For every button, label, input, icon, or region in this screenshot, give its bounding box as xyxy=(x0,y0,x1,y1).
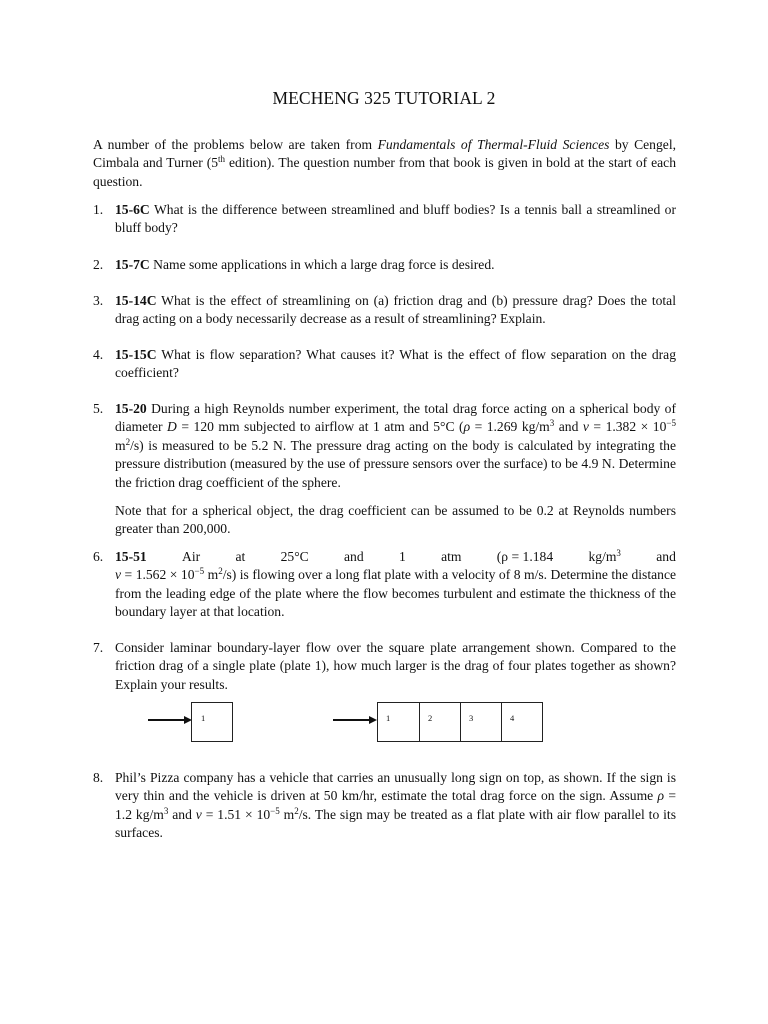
intro-text: A number of the problems below are taken from xyxy=(93,137,378,152)
superscript: −5 xyxy=(270,805,280,816)
superscript: 2 xyxy=(125,436,131,447)
question-number: 2. xyxy=(93,257,104,272)
question-text: = 1.51 × 10 xyxy=(201,806,271,822)
question-text: /s) is flowing over a long flat plate with a velocity of 8 m/s. Determine the distance from the leading edge of the plate where the flow becomes turbulent and estimate the thickness of the boundary layer at that location. xyxy=(115,567,677,620)
question-7 xyxy=(93,639,676,694)
superscript: −5 xyxy=(194,566,205,577)
question-text: = 1.269 kg/m xyxy=(470,419,550,435)
question-number: 8. xyxy=(93,770,104,785)
question-text: /s) is measured to be 5.2 N. The pressure drag acting on the body is calculated by integrating the pressure distribution (measured by the use of pressure sensors over the surface) to be 4.9 N. Determine the friction drag coefficient of the sphere. xyxy=(115,437,676,490)
plate-divider xyxy=(501,703,502,741)
question-word: Air xyxy=(182,549,201,564)
superscript: −5 xyxy=(666,418,676,429)
question-text: During a high Reynolds number experiment, the total drag force acting on a spherical body of diameter xyxy=(115,401,676,435)
question-8 xyxy=(93,769,676,843)
superscript: 3 xyxy=(616,548,621,558)
question-number: 1. xyxy=(93,202,104,217)
plate-arrangement-figure xyxy=(140,698,560,746)
question-5-note: Note that for a spherical object, the drag coefficient can be assumed to be 0.2 at Reynolds numbers greater than 200,000. xyxy=(115,503,676,537)
question-text: m xyxy=(204,567,219,583)
question-word: atm xyxy=(441,549,462,564)
question-3 xyxy=(93,292,676,329)
edition-superscript: th xyxy=(218,154,226,165)
math-symbol: ρ xyxy=(463,419,471,435)
question-text: = 1.562 × 10 xyxy=(121,567,195,583)
book-title: Fundamentals of Thermal-Fluid Sciences xyxy=(377,137,610,152)
intro-paragraph xyxy=(93,136,676,191)
question-text: What is flow separation? What causes it? What is the effect of flow separation on the drag coefficient? xyxy=(115,347,676,381)
question-word: at xyxy=(235,549,246,564)
math-symbol: ρ xyxy=(657,788,665,804)
question-code: 15-15C xyxy=(115,347,157,362)
question-number: 4. xyxy=(93,347,104,362)
plate-divider xyxy=(419,703,420,741)
flow-arrow-head xyxy=(369,716,377,724)
question-code: 15-51 xyxy=(115,549,147,564)
question-word: kg/m xyxy=(588,549,617,564)
plate-label: 3 xyxy=(469,713,474,723)
question-code: 15-6C xyxy=(115,202,150,217)
superscript: 3 xyxy=(549,418,555,429)
question-code: 15-14C xyxy=(115,293,157,308)
math-symbol: D xyxy=(167,419,177,435)
question-text: m xyxy=(115,437,126,453)
page-title: MECHENG 325 TUTORIAL 2 xyxy=(272,88,496,108)
intro-text: by Cengel, Cimbala and Turner (5 xyxy=(93,137,676,171)
flow-arrow-line xyxy=(333,719,371,721)
question-text: = 1.2 kg/m xyxy=(115,788,676,822)
math-symbol: ν xyxy=(582,419,589,435)
plate-divider xyxy=(460,703,461,741)
plate-label: 4 xyxy=(510,713,515,723)
question-6 xyxy=(93,548,676,622)
superscript: 2 xyxy=(218,566,223,577)
intro-text: edition). The question number from that book is given in bold at the start of each question. xyxy=(93,155,676,189)
question-number: 6. xyxy=(93,549,104,564)
plate-label: 2 xyxy=(428,713,433,723)
superscript: 2 xyxy=(294,805,299,816)
question-word: 25°C xyxy=(280,549,309,564)
question-text: and xyxy=(168,806,196,822)
question-number: 7. xyxy=(93,640,104,655)
question-word: and xyxy=(344,549,364,564)
question-number: 3. xyxy=(93,293,104,308)
question-1 xyxy=(93,201,676,238)
question-text: /s. The sign may be treated as a flat plate with air flow parallel to its surfaces. xyxy=(115,806,676,841)
question-word: and xyxy=(656,549,676,564)
question-text: Name some applications in which a large drag force is desired. xyxy=(149,257,495,272)
plate-label: 1 xyxy=(386,713,391,723)
question-word: (ρ = 1.184 xyxy=(496,549,554,564)
superscript: 3 xyxy=(163,805,169,816)
question-6-first-line xyxy=(115,548,676,566)
question-text: Phil’s Pizza company has a vehicle that carries an unusually long sign on top, as shown. If the sign is very thin and the vehicle is driven at 50 km/hr, estimate the total drag force on the sign. Assume xyxy=(115,770,676,804)
question-text: = 120 mm subjected to airflow at 1 atm and 5°C ( xyxy=(176,419,464,435)
question-text: m xyxy=(279,806,295,822)
question-word: 1 xyxy=(398,549,406,564)
four-plates xyxy=(377,702,543,742)
question-text: and xyxy=(554,419,583,435)
question-2 xyxy=(93,256,676,274)
question-code: 15-7C xyxy=(115,257,150,272)
question-text: = 1.382 × 10 xyxy=(588,419,667,435)
plate-label: 1 xyxy=(201,713,206,723)
flow-arrow-line xyxy=(148,719,186,721)
question-4 xyxy=(93,346,676,383)
single-plate xyxy=(191,702,233,742)
question-number: 5. xyxy=(93,401,104,416)
question-text: What is the effect of streamlining on (a) friction drag and (b) pressure drag? Does the total drag acting on a body necessarily decrease as a result of streamlining? Explain. xyxy=(115,293,676,327)
question-code: 15-20 xyxy=(115,401,147,416)
math-symbol: ν xyxy=(195,806,202,822)
question-text: What is the difference between streamlined and bluff bodies? Is a tennis ball a streamlined or bluff body? xyxy=(115,202,676,236)
question-5 xyxy=(93,400,676,492)
question-text: Consider laminar boundary-layer flow over the square plate arrangement shown. Compared to the friction drag of a single plate (plate 1), how much larger is the drag of four plates together as shown? Explain your results. xyxy=(115,640,676,692)
math-symbol: ν xyxy=(115,567,122,583)
